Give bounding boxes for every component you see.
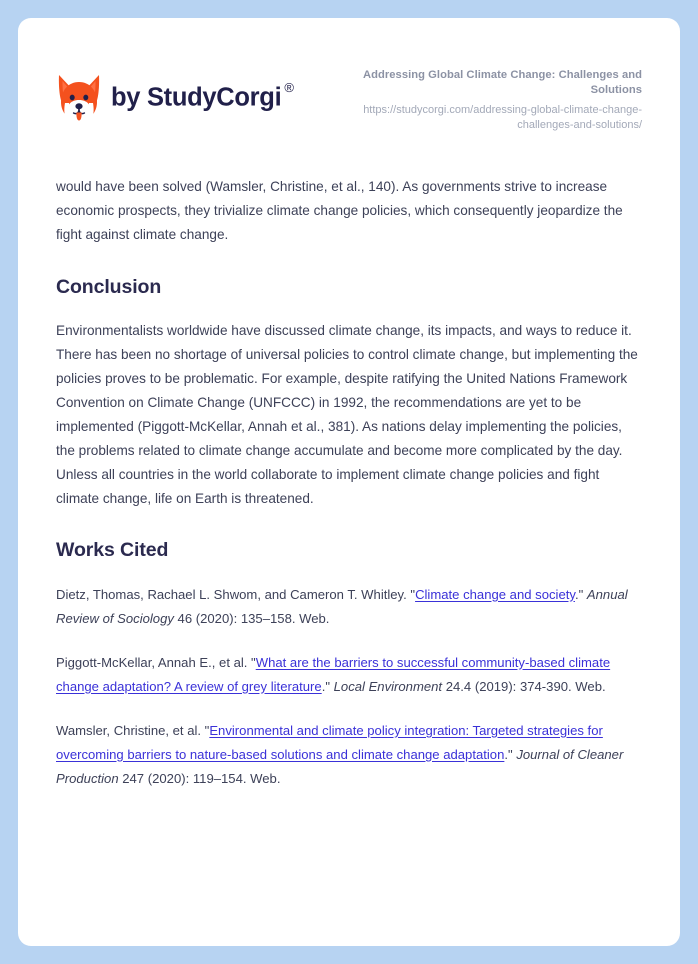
citation-after-link: ."	[574, 586, 587, 602]
document-content	[18, 18, 680, 791]
citation-link[interactable]: What are the barriers to successful community-based climate change adaptation? A review of grey literature	[56, 654, 611, 694]
registered-trademark-icon: ®	[284, 80, 294, 95]
brand-logo	[56, 64, 294, 124]
spacer	[56, 699, 642, 719]
conclusion-paragraph: Environmentalists worldwide have discussed climate change, its impacts, and ways to reduce it. There has been no shortage of universal policies to control climate change, but implementing the policies proves to be problematic. For example, despite ratifying the United Nations Framework Convention on Climate Change (UNFCCC) in 1992, the recommendations are yet to be implemented (Piggott-McKellar, Annah et al., 381). As nations delay implementing the policies, the problems related to climate change accumulate and become more complicated by the day. Unless all countries in the world collaborate to implement climate change policies and fight climate change, life on Earth is threatened.	[56, 323, 638, 507]
corgi-head-icon	[56, 72, 102, 124]
citation-entry	[56, 651, 642, 699]
conclusion-heading: Conclusion	[56, 275, 162, 298]
citation-link[interactable]: Environmental and climate policy integration: Targeted strategies for overcoming barriers to nature-based solutions and climate change adaptation	[56, 722, 603, 762]
citation-journal: Local Environment	[333, 678, 443, 694]
document-header	[56, 18, 642, 133]
citation-after-link: ."	[321, 678, 334, 694]
brand-name-text: by StudyCorgi	[111, 83, 282, 112]
spacer	[56, 511, 642, 539]
document-url: https://studycorgi.com/addressing-global-climate-change-challenges-and-solutions/	[363, 104, 642, 132]
citation-authors: Dietz, Thomas, Rachael L. Shwom, and Cameron T. Whitley. "	[56, 586, 416, 602]
document-body	[56, 133, 642, 791]
citation-link[interactable]: Climate change and society	[415, 586, 575, 602]
document-title: Addressing Global Climate Change: Challenges and Solutions	[362, 69, 642, 97]
citation-after-link: ."	[504, 746, 517, 762]
citation-journal: Journal of Cleaner Production	[56, 746, 624, 786]
works-cited-heading: Works Cited	[56, 539, 169, 562]
spacer	[56, 247, 642, 276]
citation-details: 247 (2020): 119–154. Web.	[118, 770, 281, 786]
citation-authors: Wamsler, Christine, et al. "	[56, 722, 210, 738]
spacer	[56, 299, 642, 319]
citation-entry	[56, 719, 642, 791]
header-meta	[327, 64, 642, 133]
citation-journal: Annual Review of Sociology	[56, 586, 628, 626]
citation-details: 46 (2020): 135–158. Web.	[173, 610, 330, 626]
brand-name	[111, 80, 294, 112]
citation-details: 24.4 (2019): 374-390. Web.	[442, 678, 606, 694]
citation-authors: Piggott-McKellar, Annah E., et al. "	[56, 654, 256, 670]
citation-entry	[56, 583, 642, 631]
spacer	[56, 563, 642, 583]
document-page-card	[18, 18, 680, 946]
spacer	[56, 631, 642, 651]
intro-paragraph: would have been solved (Wamsler, Christine, et al., 140). As governments strive to increase economic prospects, they trivialize climate change policies, which consequently jeopardize the fight against climate change.	[56, 178, 623, 242]
